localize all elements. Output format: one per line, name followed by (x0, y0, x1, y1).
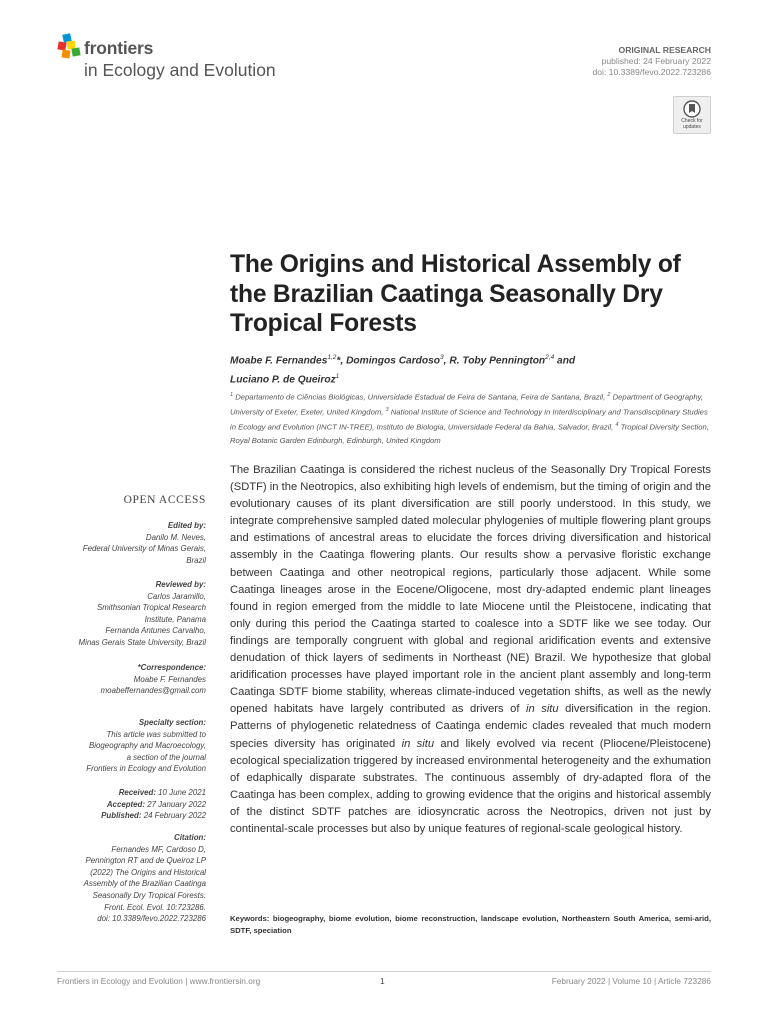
author-sep: *, (336, 355, 347, 367)
open-access-label: OPEN ACCESS (123, 494, 206, 506)
author-name[interactable]: Domingos Cardoso (346, 355, 441, 367)
specialty-line: Biogeography and Macroecology, (89, 741, 206, 751)
author-sup: 1 (335, 372, 340, 380)
editor-line[interactable]: Danilo M. Neves, (145, 532, 206, 542)
reviewer-line: Minas Gerais State University, Brazil (78, 637, 206, 647)
article-doi[interactable]: doi: 10.3389/fevo.2022.723286 (592, 66, 711, 77)
specialty-line: a section of the journal (126, 752, 206, 762)
bookmark-check-icon (683, 100, 701, 118)
article-title: The Origins and Historical Assembly of the Brazilian Caatinga Seasonally Dry Tropical Forests (230, 251, 681, 337)
keywords-list: biogeography, biome evolution, biome reconstruction, landscape evolution, Northeastern South America, semi-arid, SDTF, speciation (230, 914, 711, 935)
citation-line: Assembly of the Brazilian Caatinga (83, 879, 206, 889)
affiliations (230, 389, 712, 448)
citation-line: (2022) The Origins and Historical (90, 867, 206, 877)
correspondence-label: *Correspondence: (137, 663, 206, 672)
footer-journal[interactable]: Frontiers in Ecology and Evolution | www.frontiersin.org (57, 976, 261, 986)
reviewer-line[interactable]: Fernanda Antunes Carvalho, (105, 626, 206, 636)
reviewed-by-label: Reviewed by: (155, 580, 206, 589)
badge-line-1: Check for (681, 118, 703, 124)
reviewer-line: Institute, Panama (144, 614, 206, 624)
badge-line-2: updates (683, 123, 701, 130)
citation-line[interactable]: doi: 10.3389/fevo.2022.723286 (97, 914, 206, 924)
affil-text: Tropical Diversity Section, Royal Botanic Garden Edinburgh, Edinburgh, United Kingdom (230, 422, 709, 446)
citation-label: Citation: (174, 833, 206, 842)
author-sup: 2,4 (545, 354, 555, 361)
affil-sup: 2 (607, 392, 611, 398)
abstract-text: The Brazilian Caatinga is considered the richest nucleus of the Seasonally Dry Tropical Forests (SDTF) in the Neotropics, also exhibiting high levels of endemism, but the timing of origin and the evolutionary causes of its plant diversification are still poorly understood. In this study, we integrate comprehensive sampled dated molecular phylogenies of multiple flowering plant groups and estimations of ancestral areas to elucidate the forces driving diversification and historical assembly in the Caatinga flowering plants. Our results show a pervasive floristic exchange between Caatinga and other neotropical regions, particularly those adjacent. While some Caatinga lineages arose in the Eocene/Oligocene, most dry-adapted endemic plant lineages found in region emerged from the middle to late Miocene until the Pleistocene, indicating that only during this period the Caatinga started to coalesce into a SDTF like we see today. Our findings are temporally congruent with global and regional aridification events and extensive denudation of thick layers of sediments in Northeast (NE) Brazil. We hypothesize that global aridification processes have played important role in the ancient plant assembly and long-term Caatinga SDTF biome stability, whereas climate-induced vegetation shifts, as well as the newly opened habitats have largely contributed as drivers of (230, 464, 711, 716)
correspondence-email[interactable]: moabeffernandes@gmail.com (100, 686, 206, 696)
editor-line: Brazil (186, 555, 206, 565)
check-for-updates-badge[interactable] (673, 96, 711, 134)
specialty-line: Frontiers in Ecology and Evolution (86, 764, 206, 774)
affil-sup: 1 (230, 392, 234, 398)
citation-section (57, 832, 206, 925)
correspondence-section (57, 662, 206, 697)
edited-by-label: Edited by: (167, 521, 206, 530)
frontiers-logo-icon (57, 33, 83, 61)
page-number: 1 (380, 976, 385, 986)
affil-sup: 3 (385, 407, 389, 414)
footer-volume: February 2022 | Volume 10 | Article 723286 (551, 976, 711, 986)
date-line (57, 810, 206, 822)
author-sep: , (443, 355, 450, 367)
author-sup: 3 (440, 354, 444, 361)
abstract (230, 462, 711, 838)
article-meta (592, 45, 711, 77)
keywords (230, 913, 711, 936)
citation-line: Seasonally Dry Tropical Forests. (92, 890, 206, 900)
date-label: Accepted: (106, 799, 146, 809)
author-sup: 1,2 (327, 354, 337, 361)
citation-line: Pennington RT and de Queiroz LP (85, 856, 206, 866)
affil-text: Departamento de Ciências Biológicas, Universidade Estadual de Feira de Santana, Feira de Santana, Brazil, (233, 392, 608, 402)
reviewer-line: Smithsonian Tropical Research (96, 603, 206, 613)
affil-sup: 4 (615, 422, 619, 429)
author-name[interactable]: Moabe F. Fernandes (230, 355, 328, 367)
journal-brand: frontiers (84, 38, 154, 58)
article-type: ORIGINAL RESEARCH (618, 45, 711, 55)
abstract-italic: in situ (401, 737, 435, 750)
affil-text: Department of Geography, University of Exeter, Exeter, United Kingdom, (230, 392, 704, 417)
keywords-label: Keywords: (230, 914, 270, 923)
date-label: Published: (101, 811, 142, 821)
author-sep: and (554, 355, 576, 367)
specialty-section (57, 717, 206, 775)
citation-line: Fernandes MF, Cardoso D, (111, 844, 206, 854)
date-line (57, 787, 206, 799)
abstract-text: and likely evolved via recent (Pliocene/Pleistocene) ecological specialization triggered by increased environmental heterogeneity and the exhumation of edaphically disparate substrates. The continuous assembly of dry-adapted flora of the Caatinga has been complex, adding to growing evidence that the origins and historical assembly of the distinct SDTF patches are idiosyncratic across the Neotropics, driven not just by continental-scale processes but also by unique features of regional-scale geological history. (230, 737, 712, 835)
specialty-line: This article was submitted to (106, 729, 206, 739)
reviewed-by-section (57, 579, 206, 649)
abstract-text: diversification in the region. Patterns of phylogenetic relatedness of Caatinga endemic clades revealed that much modern species diversity has originated (230, 703, 711, 750)
date-value: 24 February 2022 (141, 811, 206, 821)
date-value: 10 June 2021 (155, 788, 206, 797)
badge-text (674, 119, 710, 130)
footer-divider (57, 971, 711, 972)
edited-by-section (57, 520, 206, 566)
affil-text: National Institute of Science and Technology in Interdisciplinary and Transdisciplinary Studies in Ecology and Evolution (INCT IN-TREE), Instituto de Biologia, Universidade Federal da Bahia, Salvador, Brazil, (230, 407, 708, 432)
journal-subtitle: in Ecology and Evolution (84, 60, 276, 80)
reviewer-line[interactable]: Carlos Jaramillo, (147, 591, 206, 601)
author-name[interactable]: R. Toby Pennington (449, 355, 546, 367)
editor-line: Federal University of Minas Gerais, (82, 544, 206, 554)
author-list (230, 350, 710, 388)
citation-line: Front. Ecol. Evol. 10:723286. (104, 902, 206, 912)
date-value: 27 January 2022 (145, 799, 206, 809)
abstract-italic: in situ (526, 703, 559, 716)
specialty-label: Specialty section: (138, 718, 206, 727)
date-label: Received: (118, 788, 156, 797)
published-date: published: 24 February 2022 (601, 55, 711, 66)
dates-section (57, 787, 206, 822)
correspondence-name: Moabe F. Fernandes (133, 674, 206, 684)
date-line (57, 799, 206, 811)
author-name[interactable]: Luciano P. de Queiroz (230, 374, 336, 386)
